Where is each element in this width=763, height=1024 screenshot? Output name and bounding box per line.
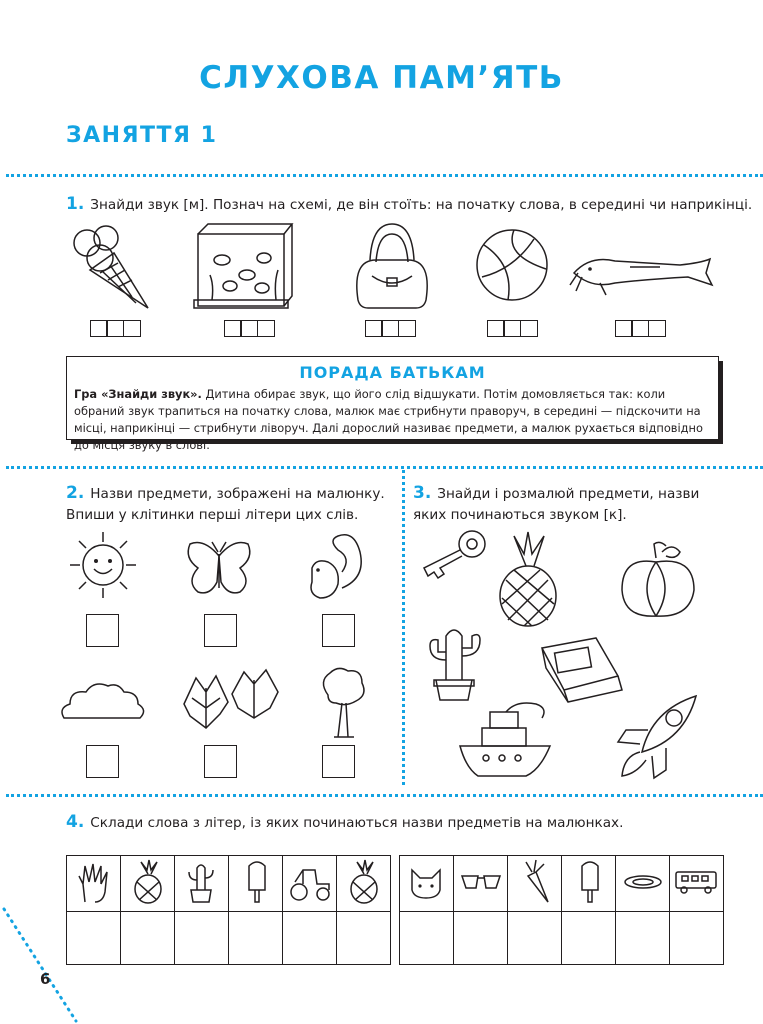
task3-instruction xyxy=(413,483,743,526)
letter-cell[interactable] xyxy=(454,912,508,965)
task4-instruction xyxy=(66,812,756,834)
bus-icon xyxy=(674,870,720,896)
task-number: 3. xyxy=(413,483,432,503)
tip-body: Дитина обирає звук, що його слід відшукати. Потім домовляється так: коли обраний звук трапиться на початку слова, малюк має стрибнути праворуч, в середині — підскочити на місці, наприкінці — стрибнути ліворуч. Далі дорослий називає предмети, а малюк рухається відповідно до місця звуку в слові. xyxy=(74,387,703,452)
tip-lead: Гра «Знайди звук». xyxy=(74,387,202,401)
cat-icon xyxy=(408,866,444,900)
task-text: Знайди звук [м]. Познач на схемі, де він стоїть: на початку слова, в середині чи наприкінці. xyxy=(90,197,753,213)
sound-scheme[interactable] xyxy=(225,320,275,337)
picture-cell xyxy=(670,856,724,912)
picture-cell xyxy=(508,856,562,912)
carrot-icon xyxy=(518,860,552,906)
letter-box[interactable] xyxy=(204,745,237,778)
word-table-2 xyxy=(399,855,724,965)
letter-box[interactable] xyxy=(322,745,355,778)
task-number: 1. xyxy=(66,194,85,214)
tractor-icon xyxy=(289,866,331,902)
sound-scheme[interactable] xyxy=(616,320,666,337)
hand-icon xyxy=(75,862,111,902)
squirrel-icon xyxy=(302,528,372,606)
picture-cell xyxy=(337,856,391,912)
ice-cream-icon xyxy=(70,225,150,315)
ice-cream-bar-icon xyxy=(245,860,269,906)
task-number: 2. xyxy=(66,483,85,503)
divider xyxy=(6,466,763,469)
butterfly-icon xyxy=(184,538,254,602)
ball-icon xyxy=(474,225,554,305)
page-number: 6 xyxy=(40,970,51,988)
page-title: СЛУХОВА ПАМ’ЯТЬ xyxy=(199,60,564,96)
word-table-1 xyxy=(66,855,391,965)
lesson-title: ЗАНЯТТЯ 1 xyxy=(66,123,218,148)
picture-cell xyxy=(454,856,508,912)
picture-cell xyxy=(400,856,454,912)
letter-cell[interactable] xyxy=(670,912,724,965)
handbag-icon xyxy=(352,220,432,312)
picture-cell xyxy=(562,856,616,912)
tree-icon xyxy=(318,665,368,740)
tip-title: ПОРАДА БАТЬКАМ xyxy=(299,363,486,382)
cactus-icon xyxy=(418,616,498,702)
letter-cell[interactable] xyxy=(337,912,391,965)
letter-cell[interactable] xyxy=(283,912,337,965)
picture-cell xyxy=(283,856,337,912)
task-text: Склади слова з літер, із яких починаються назви предметів на малюнках. xyxy=(90,815,624,831)
ice-cream-bar-icon xyxy=(578,860,602,906)
task1-instruction xyxy=(66,194,756,216)
pineapple-icon xyxy=(347,860,381,904)
maple-leaves-icon xyxy=(176,668,286,738)
picture-cell xyxy=(121,856,175,912)
picture-cell xyxy=(616,856,670,912)
letter-cell[interactable] xyxy=(562,912,616,965)
pineapple-icon xyxy=(492,532,562,628)
glasses-icon xyxy=(460,872,502,894)
letter-cell[interactable] xyxy=(121,912,175,965)
task-text: Знайди і розмалюй предмети, назви xyxy=(437,486,700,502)
corner-decoration xyxy=(0,905,80,1024)
task-number: 4. xyxy=(66,812,85,832)
aquarium-icon xyxy=(192,220,302,312)
sun-icon xyxy=(68,530,138,600)
cactus-icon xyxy=(185,860,219,904)
pineapple-icon xyxy=(131,860,165,904)
cloud-icon xyxy=(58,680,148,725)
catfish-icon xyxy=(570,245,720,300)
parents-tip-box xyxy=(66,356,719,452)
picture-cell xyxy=(67,856,121,912)
task-text: Впиши у клітинки перші літери цих слів. xyxy=(66,507,359,523)
letter-cell[interactable] xyxy=(616,912,670,965)
divider-vertical xyxy=(402,470,405,785)
tip-text xyxy=(74,386,714,454)
ship-icon xyxy=(456,698,556,780)
letter-cell[interactable] xyxy=(229,912,283,965)
rocket-icon xyxy=(612,690,702,782)
letter-box[interactable] xyxy=(204,614,237,647)
divider xyxy=(6,794,763,797)
divider xyxy=(6,174,763,177)
picture-cell xyxy=(229,856,283,912)
letter-cell[interactable] xyxy=(400,912,454,965)
sound-scheme[interactable] xyxy=(366,320,416,337)
task2-instruction xyxy=(66,483,396,526)
letter-box[interactable] xyxy=(86,745,119,778)
letter-cell[interactable] xyxy=(508,912,562,965)
task-text: яких починаються звуком [к]. xyxy=(413,507,627,523)
letter-cell[interactable] xyxy=(175,912,229,965)
sound-scheme[interactable] xyxy=(91,320,141,337)
task-text: Назви предмети, зображені на малюнку. xyxy=(90,486,385,502)
letter-box[interactable] xyxy=(322,614,355,647)
key-icon xyxy=(418,528,490,580)
letter-box[interactable] xyxy=(86,614,119,647)
plate-icon xyxy=(622,874,664,894)
sound-scheme[interactable] xyxy=(488,320,538,337)
picture-cell xyxy=(175,856,229,912)
pumpkin-icon xyxy=(616,538,702,622)
book-icon xyxy=(538,632,622,704)
